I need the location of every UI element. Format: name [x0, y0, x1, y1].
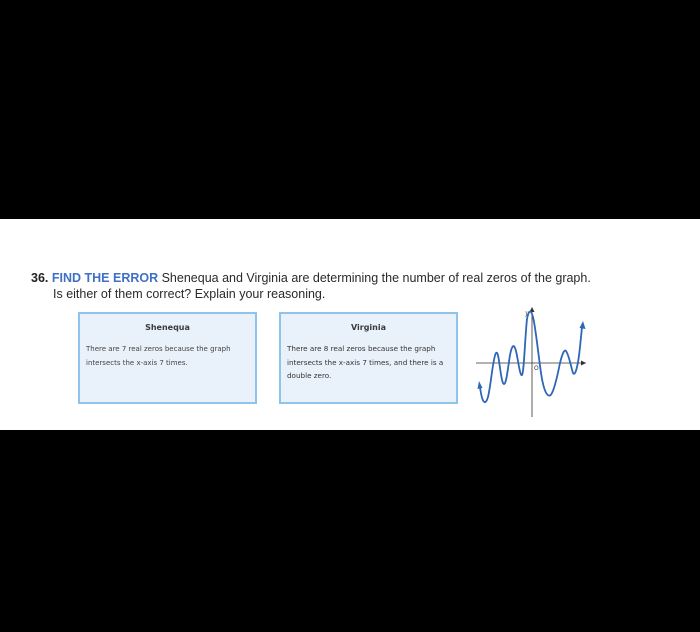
curve-arrow-icon	[580, 321, 586, 329]
curve-left-arrow-icon	[478, 381, 483, 389]
y-axis-label: y	[525, 310, 529, 317]
student-name: Virginia	[350, 323, 387, 332]
student-reasoning: There are 7 real zeros because the graph intersects the x-axis 7 times.	[86, 345, 231, 367]
problem-statement-line-1	[31, 271, 591, 286]
problem-statement-line-2: Is either of them correct? Explain your reasoning.	[53, 287, 326, 301]
problem-heading: FIND THE ERROR	[51, 271, 159, 285]
problem-panel	[0, 219, 700, 430]
student-card-shenequa	[78, 312, 257, 404]
student-card-virginia	[279, 312, 458, 404]
student-name: Shenequa	[145, 323, 190, 332]
student-reasoning: There are 8 real zeros because the graph intersects the x-axis 7 times, and there is a double zero.	[287, 344, 444, 380]
problem-number: 36.	[31, 271, 49, 285]
polynomial-graph	[476, 307, 586, 417]
origin-label: O	[534, 365, 539, 372]
polynomial-curve	[480, 312, 582, 403]
x-axis-arrow-icon	[581, 361, 586, 366]
problem-text: Shenequa and Virginia are determining the number of real zeros of the graph.	[158, 271, 591, 285]
